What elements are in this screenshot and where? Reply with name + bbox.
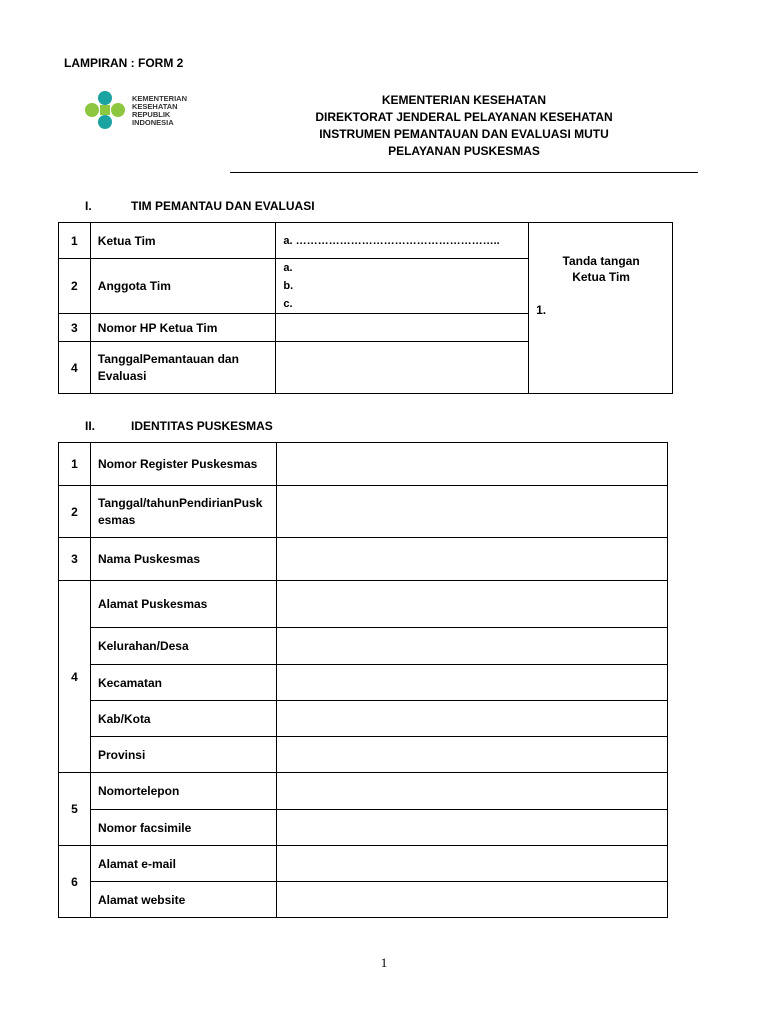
nama-puskesmas-field[interactable]: [276, 538, 667, 581]
email-field[interactable]: [276, 846, 667, 882]
row-label: Nama Puskesmas: [90, 538, 276, 581]
row-label: Tanggal/tahunPendirianPuskesmas: [90, 486, 276, 538]
document-title: KEMENTERIAN KESEHATAN DIREKTORAT JENDERAL PELAYANAN KESEHATAN INSTRUMEN PEMANTAUAN DAN EVALUASI MUTU PELAYANAN PUSKESMAS: [315, 93, 613, 158]
kabkota-field[interactable]: [276, 701, 667, 737]
table-row: [59, 538, 668, 581]
anggota-tim-field[interactable]: a. b. c.: [276, 259, 529, 314]
table-row: [59, 701, 668, 737]
table-row: [59, 737, 668, 773]
row-number: 3: [59, 314, 91, 342]
section1-title: TIM PEMANTAU DAN EVALUASI: [131, 199, 315, 213]
table-row: [59, 443, 668, 486]
provinsi-field[interactable]: [276, 737, 667, 773]
signature-cell[interactable]: [529, 223, 673, 394]
row-label: Kecamatan: [90, 665, 276, 701]
lampiran-label: LAMPIRAN : FORM 2: [64, 56, 184, 70]
row-number: 1: [59, 443, 91, 486]
row-number: 3: [59, 538, 91, 581]
section2-title: IDENTITAS PUSKESMAS: [131, 419, 273, 433]
nomor-hp-field[interactable]: [276, 314, 529, 342]
row-label: Alamat website: [90, 882, 276, 918]
row-label: Nomortelepon: [90, 773, 276, 810]
row-label: Alamat Puskesmas: [90, 581, 276, 628]
table-row: [59, 846, 668, 882]
tanggal-field[interactable]: [276, 342, 529, 394]
table-row: [59, 628, 668, 665]
row-number: 5: [59, 773, 91, 846]
table-row: [59, 810, 668, 846]
alamat-puskesmas-field[interactable]: [276, 581, 667, 628]
kemenkes-logo-icon: [82, 88, 128, 132]
logo-text: KEMENTERIAN KESEHATAN REPUBLIK INDONESIA: [132, 94, 188, 127]
kemenkes-logo: [82, 88, 200, 132]
table-row: [59, 882, 668, 918]
row-label: Nomor Register Puskesmas: [90, 443, 276, 486]
table-row: [59, 223, 673, 259]
telepon-field[interactable]: [276, 773, 667, 810]
row-label: Nomor HP Ketua Tim: [90, 314, 276, 342]
row-label: TanggalPemantauan dan Evaluasi: [90, 342, 276, 394]
row-number: 1: [59, 223, 91, 259]
row-label: Nomor facsimile: [90, 810, 276, 846]
row-number: 2: [59, 259, 91, 314]
kelurahan-field[interactable]: [276, 628, 667, 665]
tanggal-pendirian-field[interactable]: [276, 486, 667, 538]
row-number: 2: [59, 486, 91, 538]
row-label: Kelurahan/Desa: [90, 628, 276, 665]
row-number: 4: [59, 342, 91, 394]
row-label: Provinsi: [90, 737, 276, 773]
website-field[interactable]: [276, 882, 667, 918]
row-label: Kab/Kota: [90, 701, 276, 737]
signature-title: Tanda tangan Ketua Tim: [562, 254, 640, 284]
identity-table: [58, 442, 668, 918]
section2-numeral: II.: [85, 419, 96, 433]
table-row: [59, 581, 668, 628]
ketua-tim-field[interactable]: a. ………………………………………………..: [276, 223, 529, 259]
row-label: Alamat e-mail: [90, 846, 276, 882]
row-label: Ketua Tim: [90, 223, 276, 259]
table-row: [59, 773, 668, 810]
table-row: [59, 486, 668, 538]
section1-numeral: I.: [85, 199, 92, 213]
row-number: 4: [59, 581, 91, 773]
nomor-register-field[interactable]: [276, 443, 667, 486]
team-table: [58, 222, 673, 394]
row-label: Anggota Tim: [90, 259, 276, 314]
header-divider: [230, 172, 698, 173]
signature-item: 1.: [536, 303, 547, 317]
kecamatan-field[interactable]: [276, 665, 667, 701]
row-number: 6: [59, 846, 91, 918]
facsimile-field[interactable]: [276, 810, 667, 846]
page-number: 1: [380, 955, 388, 970]
table-row: [59, 665, 668, 701]
